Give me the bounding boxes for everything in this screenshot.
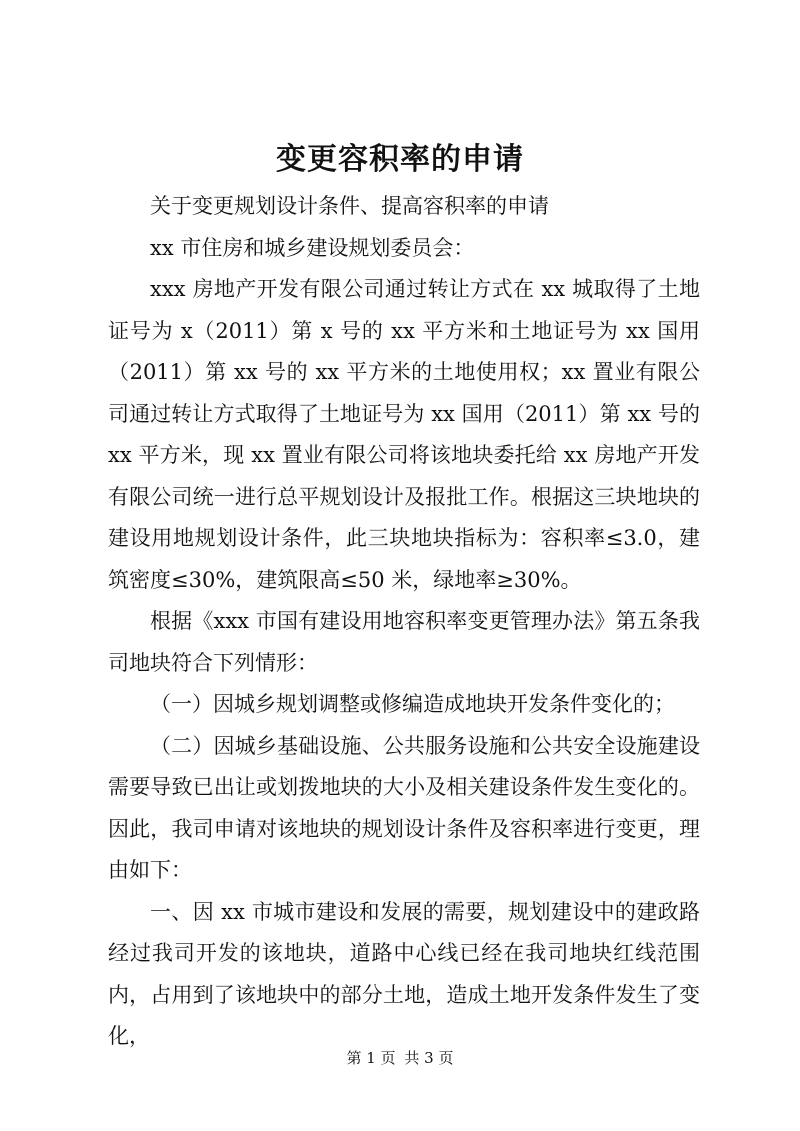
page-total: 共 3 页 bbox=[404, 1049, 454, 1067]
list-item: （一）因城乡规划调整或修编造成地块开发条件变化的； bbox=[150, 692, 675, 716]
list-item: （二）因城乡基础设施、公共服务设施和公共安全设施建设需要导致已出让或划拨地块的大小及相关建设条件发生变化的。因此，我司申请对该地块的规划设计条件及容积率进行变更，理由如下： bbox=[108, 733, 700, 882]
document-title: 变更容积率的申请 bbox=[276, 142, 524, 177]
body-paragraph: 一、因 xx 市城市建设和发展的需要，规划建设中的建政路经过我司开发的该地块，道路中心线已经在我司地块红线范围内，占用到了该地块中的部分土地，造成土地开发条件发生了变化， bbox=[108, 899, 700, 1048]
body-paragraph: 根据《xxx 市国有建设用地容积率变更管理办法》第五条我司地块符合下列情形： bbox=[108, 609, 700, 675]
page-number: 第 1 页 bbox=[346, 1049, 396, 1067]
body-paragraph: xxx 房地产开发有限公司通过转让方式在 xx 城取得了土地证号为 x（2011）第 x 号的 xx 平方米和土地证号为 xx 国用（2011）第 xx 号的 xx 平方米的土地使用权；xx 置业有限公司通过转让方式取得了土地证号为 xx 国用（2011）第 xx 号的 xx 平方米，现 xx 置业有限公司将该地块委托给 xx 房地产开发有限公司统一进行总平规划设计及报批工作。根据这三块地块的建设用地规划设计条件，此三块地块指标为：容积率≤3.0，建筑密度≤30%，建筑限高≤50 米，绿地率≥30%。 bbox=[108, 277, 700, 592]
page-footer bbox=[0, 1048, 800, 1068]
addressee: xx 市住房和城乡建设规划委员会： bbox=[150, 235, 475, 260]
subject-line: 关于变更规划设计条件、提高容积率的申请 bbox=[150, 194, 549, 218]
document-body bbox=[108, 186, 700, 1058]
